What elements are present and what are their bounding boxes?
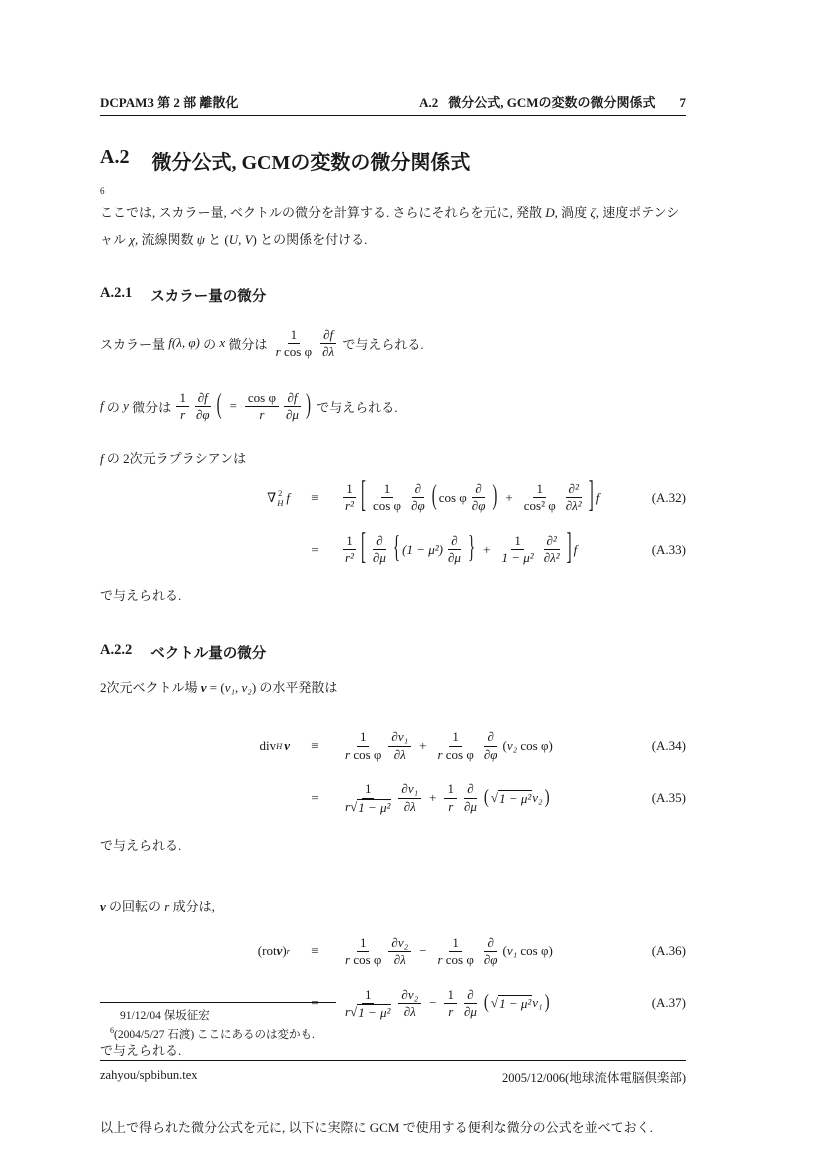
denominator [434, 747, 476, 763]
equals-sign: = [229, 398, 237, 414]
closing-paragraph: 以上で得られた微分公式を元に, 以下に実際に GCM で使用する便利な微分の公式を並べておく. [100, 1120, 653, 1136]
denominator: ∂μ [463, 798, 477, 814]
fraction [481, 935, 501, 969]
radicand: 1 − μ² [499, 790, 532, 806]
plus-sign: + [429, 790, 437, 806]
math-var: v₁ [532, 995, 543, 1011]
laplacian-intro [100, 446, 686, 473]
equation-a36 [100, 928, 686, 974]
radical-sign: √ [350, 1003, 358, 1019]
fraction [388, 729, 411, 763]
numerator: ∂² [544, 533, 560, 550]
left-paren: ( [216, 390, 222, 421]
equation-a33 [100, 527, 686, 573]
denominator: ∂μ [372, 550, 386, 566]
equation-lhs [100, 488, 290, 508]
radical-sign: √ [350, 798, 358, 814]
radical-sign: √ [490, 995, 499, 1011]
equation-rhs [340, 729, 553, 763]
numerator: 1 [288, 327, 301, 344]
denominator: r [259, 406, 265, 422]
numerator: 1 [444, 781, 457, 798]
denominator: r [448, 1003, 454, 1019]
numerator: ∂ [464, 987, 476, 1004]
math-vector: v [276, 943, 283, 959]
denominator: ∂λ² [565, 498, 582, 514]
text-segment: の 2次元ラプラシアンは [103, 451, 247, 467]
numerator: ∂ [472, 481, 484, 498]
superscript: 2 [278, 488, 283, 499]
fraction [445, 533, 464, 567]
math-vector: v [200, 679, 207, 695]
text-segment: 成分は, [169, 898, 215, 914]
plus-sign: + [505, 489, 513, 505]
numerator: ∂ [484, 935, 496, 952]
numerator: ∂v₁ [398, 781, 421, 798]
equation-rhs [340, 781, 552, 815]
square-root [350, 799, 391, 816]
denominator [342, 952, 384, 968]
fraction [193, 390, 213, 424]
math-var: v₁, v₂ [224, 679, 252, 695]
numerator: ∂v₂ [388, 935, 411, 952]
nabla-symbol: ∇ [267, 489, 277, 505]
fraction [176, 390, 189, 424]
sup-sub-stack [277, 489, 283, 509]
numerator: 1 [444, 987, 457, 1004]
relation-symbol: ≡ [311, 489, 319, 505]
math-var: r [345, 951, 351, 967]
right-paren: ) [492, 481, 498, 513]
math-var: v₂ [532, 790, 543, 806]
numerator: ∂² [566, 481, 582, 498]
right-paren: ) [544, 992, 550, 1014]
operator-div: div [259, 738, 277, 754]
footnote-line: 91/12/04 保坂征宏 [120, 1010, 210, 1022]
numerator: 1 [176, 390, 189, 407]
radicand: 1 − μ² [358, 1004, 391, 1020]
left-paren: ( [257, 943, 263, 959]
math-var: r [437, 951, 443, 967]
denominator: r [448, 798, 454, 814]
numerator: ∂ [464, 781, 476, 798]
fraction [461, 781, 480, 815]
relation-symbol: ≡ [311, 943, 319, 959]
fraction [408, 481, 428, 515]
math-var: f [573, 541, 578, 557]
minus-sign: − [429, 995, 437, 1011]
numerator: ∂v₁ [388, 729, 411, 746]
denominator: r [180, 406, 186, 422]
denominator: cos φ [372, 498, 402, 514]
numerator: 1 [381, 481, 394, 498]
denominator [434, 952, 476, 968]
fraction [498, 533, 536, 567]
denominator: ∂λ [322, 343, 335, 359]
footer-right: 2005/12/006(地球流体電脳倶楽部) [501, 1071, 686, 1085]
denominator: ∂λ [403, 798, 416, 814]
math-func: cos φ [438, 489, 467, 505]
text-segment: の [103, 399, 124, 415]
numerator: ∂ [484, 729, 496, 746]
text-segment: ここでは, スカラー量, ベクトルの微分を計算する. さらにそれらを元に, 発散 [100, 205, 546, 220]
fraction [342, 935, 384, 969]
equation-rhs [340, 935, 553, 969]
section-number: A.2 [100, 146, 130, 168]
scalar-x-derivative-line [100, 322, 686, 364]
running-footer [100, 1060, 686, 1086]
vector-intro [100, 675, 686, 702]
math-var: f(λ, φ) [168, 335, 200, 351]
numerator: ∂f [320, 327, 336, 344]
math-var: r [164, 898, 170, 914]
given-text: で与えられる. [100, 1043, 182, 1059]
math-vector: v [284, 738, 290, 754]
rot-intro [100, 894, 686, 921]
text-segment: ) との関係を付ける. [252, 231, 368, 247]
text-segment: と ( [204, 231, 229, 247]
subscript: H [277, 497, 284, 508]
fraction [283, 390, 302, 424]
numerator: 1 [343, 533, 356, 550]
right-bracket: ] [588, 477, 594, 517]
text-segment: の [199, 336, 220, 352]
fraction [563, 481, 585, 515]
fraction [434, 935, 476, 969]
subsection-title-text: スカラー量の微分 [150, 289, 267, 306]
denominator: r² [345, 550, 354, 566]
fraction [273, 327, 315, 361]
math-var: x [219, 335, 226, 351]
text-segment: , 流線関数 [135, 231, 197, 247]
numerator: ∂f [195, 390, 211, 407]
section-title [100, 146, 686, 175]
equation-number: (A.33) [651, 541, 686, 557]
text-segment: = ( [206, 679, 225, 695]
math-var: f [595, 489, 600, 505]
fraction [469, 481, 489, 515]
fraction [245, 390, 279, 424]
right-paren: ) [282, 943, 287, 959]
fraction [444, 781, 457, 815]
equation-lhs [100, 738, 290, 754]
numerator: 1 [362, 987, 375, 1004]
page-number: 7 [679, 95, 686, 110]
math-func: cos φ [442, 951, 474, 967]
math-var: f [100, 398, 104, 414]
equation-number: (A.32) [651, 489, 686, 505]
header-left: DCPAM3 第 2 部 離散化 [100, 95, 239, 110]
fraction [370, 481, 404, 515]
equation-rhs [340, 477, 600, 517]
text-segment: スカラー量 [100, 336, 169, 352]
math-var: ψ [196, 231, 205, 247]
left-brace: { [392, 532, 401, 566]
math-var: χ [129, 231, 135, 247]
denominator: ∂φ [195, 406, 210, 422]
footnote-text: (2004/5/27 石渡) ここにあるのは変かも. [114, 1028, 315, 1041]
fraction [398, 781, 421, 815]
equation-a32 [100, 475, 686, 521]
fraction [342, 481, 357, 515]
text-segment: 微分は [128, 399, 175, 415]
fraction [521, 481, 559, 515]
plus-sign: + [483, 541, 491, 557]
radicand: 1 − μ² [358, 799, 391, 815]
intro-paragraph [100, 200, 686, 253]
numerator: ∂ [448, 533, 460, 550]
text-segment: , 渦度 [554, 205, 591, 220]
denominator [342, 747, 384, 763]
header-section-title: 微分公式, GCMの変数の微分関係式 [448, 95, 656, 110]
math-var: r [345, 798, 351, 814]
math-var: r [275, 343, 281, 359]
denominator: ∂λ [393, 746, 406, 762]
section-title-text: 微分公式, GCMの変数の微分関係式 [151, 152, 471, 174]
fraction [342, 533, 357, 567]
relation-symbol: ≡ [311, 738, 319, 754]
relation-symbol: = [311, 995, 319, 1011]
subsection-heading-a21 [100, 285, 686, 306]
radical-sign: √ [490, 789, 499, 805]
subsection-number: A.2.1 [100, 285, 133, 302]
fraction [388, 935, 411, 969]
header-right [419, 92, 686, 111]
math-var: r [345, 1003, 351, 1019]
denominator: ∂λ² [543, 550, 560, 566]
numerator: 1 [511, 533, 524, 550]
left-paren: ( [483, 992, 489, 1014]
left-paren: ( [431, 481, 437, 513]
right-brace: } [467, 532, 476, 566]
right-bracket: ] [566, 529, 572, 569]
footnote-mark: 6 [110, 1025, 114, 1035]
denominator: 1 − μ² [501, 550, 534, 566]
numerator: 1 [343, 481, 356, 498]
math-func: cos φ) [517, 943, 553, 959]
denominator: ∂λ [393, 951, 406, 967]
footnotes [100, 1002, 686, 1043]
plus-sign: + [419, 738, 427, 754]
equation-a35 [100, 775, 686, 821]
right-paren: ) [305, 390, 311, 421]
denominator [273, 344, 315, 360]
denominator: cos² φ [523, 498, 556, 514]
operator-rot: rot [262, 943, 277, 959]
given-text: で与えられる. [100, 838, 182, 854]
math-func: cos φ [280, 343, 313, 359]
math-var: v₁ [506, 943, 518, 959]
subscript: r [286, 946, 290, 957]
fraction [370, 533, 389, 567]
numerator: cos φ [245, 390, 279, 407]
left-paren: ( [502, 738, 507, 754]
numerator: ∂ [373, 533, 385, 550]
math-func: cos φ [350, 746, 382, 762]
denominator [342, 799, 394, 816]
relation-symbol: = [311, 541, 319, 557]
left-bracket: [ [360, 529, 366, 569]
denominator: ∂μ [447, 550, 461, 566]
denominator: ∂μ [286, 406, 299, 422]
subsection-heading-a22 [100, 642, 686, 663]
text-segment: 微分は [225, 336, 271, 352]
left-paren: ( [502, 943, 507, 959]
numerator: ∂v₂ [398, 987, 421, 1004]
header-section-number: A.2 [419, 95, 439, 110]
text-segment: の回転の [105, 898, 165, 914]
math-func: cos φ [350, 951, 382, 967]
denominator: ∂λ [403, 1003, 416, 1019]
fraction [481, 729, 501, 763]
numerator: 1 [362, 781, 375, 798]
subscript: H [276, 741, 283, 752]
math-func: cos φ [442, 746, 474, 762]
math-var: v₂ [506, 738, 518, 754]
text-segment: で与えられる. [339, 336, 424, 352]
numerator: 1 [449, 935, 462, 952]
footnote-line [100, 1025, 686, 1044]
math-var: ζ [590, 205, 596, 220]
text-segment: 2次元ベクトル場 [100, 679, 201, 695]
text-segment: で与えられる. [312, 399, 398, 415]
footnote-rule [100, 1002, 336, 1003]
scalar-y-derivative-line [100, 382, 686, 430]
math-var: U, V [228, 231, 253, 247]
fraction [342, 729, 384, 763]
equation-number: (A.36) [651, 943, 686, 959]
numerator: 1 [449, 729, 462, 746]
equation-a34 [100, 723, 686, 769]
fraction [319, 327, 337, 361]
subsection-number: A.2.2 [100, 641, 133, 658]
left-paren: ( [483, 786, 489, 809]
left-bracket: [ [360, 477, 366, 517]
running-header [100, 92, 686, 116]
numerator: 1 [357, 935, 370, 952]
fraction [434, 729, 476, 763]
denominator: ∂φ [483, 951, 498, 967]
denominator: ∂φ [471, 498, 486, 514]
denominator: ∂φ [411, 498, 425, 514]
fraction [541, 533, 563, 567]
equation-lhs [100, 943, 290, 959]
given-text: で与えられる. [100, 587, 182, 603]
text-segment: , 速度ポテンシャル [100, 205, 680, 247]
equation-number: (A.37) [651, 995, 686, 1011]
math-vector: v [100, 898, 106, 914]
right-paren: ) [544, 786, 550, 809]
footer-left: zahyou/spbibun.tex [100, 1068, 198, 1082]
title-footnote-mark: 6 [100, 186, 105, 196]
equation-rhs [340, 529, 578, 569]
page-content [100, 92, 686, 1142]
text-segment: ) の水平発散は [251, 679, 338, 695]
math-var: r [437, 746, 443, 762]
subsection-title-text: ベクトル量の微分 [150, 645, 267, 662]
math-var: f [100, 451, 104, 467]
numerator: ∂f [284, 390, 300, 407]
math-func: cos φ) [517, 738, 553, 754]
square-root [491, 790, 532, 807]
numerator: 1 [357, 729, 370, 746]
numerator: ∂ [412, 481, 424, 498]
math-expr: (1 − μ²) [402, 541, 443, 557]
denominator: ∂μ [463, 1003, 477, 1019]
numerator: 1 [533, 481, 546, 498]
denominator: r² [345, 498, 354, 514]
fraction [342, 781, 394, 815]
equation-number: (A.35) [651, 790, 686, 806]
math-var: r [345, 746, 351, 762]
equation-number: (A.34) [651, 738, 686, 754]
relation-symbol: = [311, 790, 319, 806]
denominator: ∂φ [483, 746, 498, 762]
minus-sign: − [419, 943, 427, 959]
math-var: y [123, 398, 129, 414]
math-var: f [286, 489, 290, 505]
radicand: 1 − μ² [499, 996, 532, 1012]
math-var: D [545, 205, 555, 220]
